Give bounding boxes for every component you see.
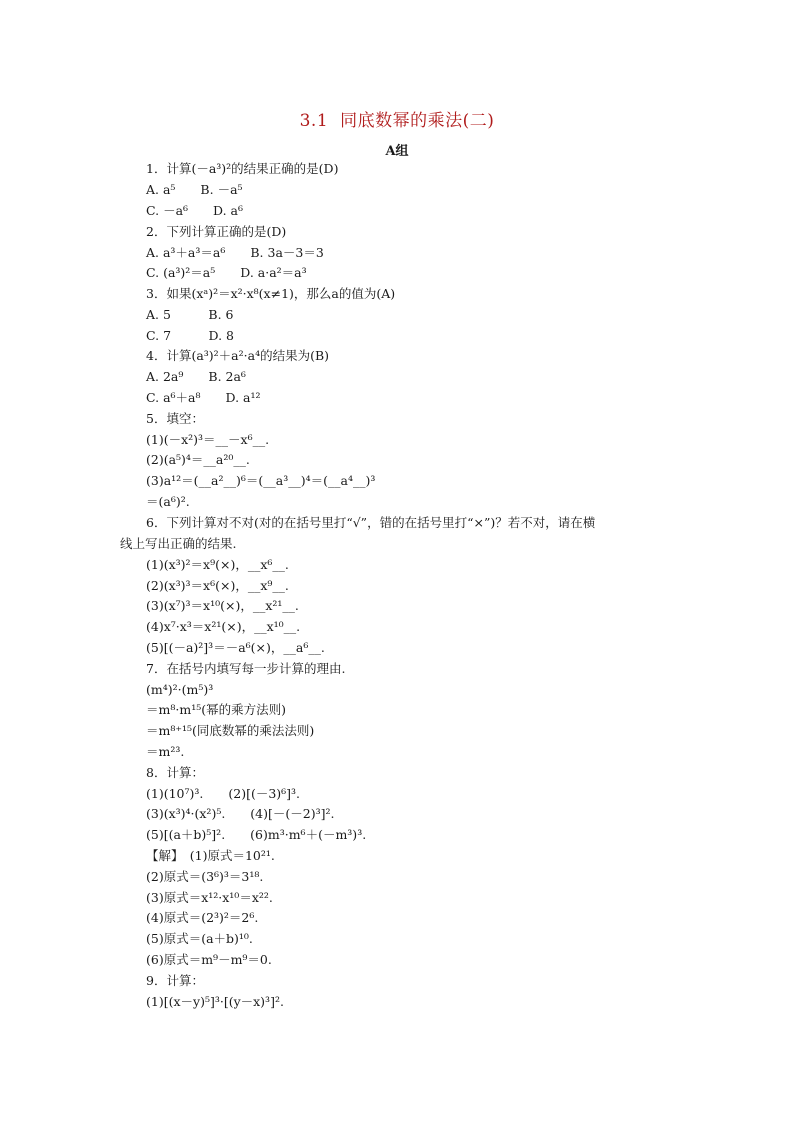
solution-line: (3)原式＝x¹²·x¹⁰＝x²².	[146, 890, 273, 905]
question-line: 9．计算：	[146, 973, 204, 988]
answer-line: (4)x⁷·x³＝x²¹(×)，__x¹⁰__.	[146, 619, 301, 634]
answer-line: (1)(10⁷)³. (2)[(－3)⁶]³.	[146, 786, 301, 801]
group-label: A组	[385, 144, 409, 159]
solution-line: 【解】 (1)原式＝10²¹.	[146, 848, 275, 863]
option-line: C. (a³)²＝a⁵ D. a·a²＝a³	[146, 265, 307, 280]
answer-line: (1)(x³)²＝x⁹(×)，__x⁶__.	[146, 557, 289, 572]
question-line: 线上写出正确的结果.	[120, 536, 237, 551]
answer-line: (2)(x³)³＝x⁶(×)，__x⁹__.	[146, 578, 289, 593]
answer-line: (5)[(－a)²]³＝－a⁶(×)，__a⁶__.	[146, 640, 325, 655]
answer-line: (m⁴)²·(m⁵)³	[146, 682, 214, 697]
question-line: 4．计算(a³)²＋a²·a⁴的结果为(B)	[146, 348, 330, 363]
answer-line: (1)(－x²)³＝__－x⁶__.	[146, 432, 270, 447]
question-line: 5．填空：	[146, 411, 204, 426]
option-line: A. 5 B. 6	[146, 307, 234, 322]
answer-line: (2)(a⁵)⁴＝__a²⁰__.	[146, 452, 250, 467]
option-line: C. －a⁶ D. a⁶	[146, 203, 244, 218]
section-number: 3.1	[299, 111, 329, 131]
solution-line: (2)原式＝(3⁶)³＝3¹⁸.	[146, 869, 264, 884]
option-line: C. a⁶＋a⁸ D. a¹²	[146, 390, 261, 405]
page-title	[0, 106, 794, 131]
question-line: 2．下列计算正确的是(D)	[146, 224, 287, 239]
answer-line: (3)a¹²＝(__a²__)⁶＝(__a³__)⁴＝(__a⁴__)³	[146, 473, 376, 488]
question-line: 6．下列计算对不对(对的在括号里打“√”，错的在括号里打“×”)？若不对，请在横	[146, 515, 596, 530]
option-line: C. 7 D. 8	[146, 328, 234, 343]
question-line: 1．计算(－a³)²的结果正确的是(D)	[146, 161, 339, 176]
question-line: 8．计算：	[146, 765, 204, 780]
answer-line: (3)(x⁷)³＝x¹⁰(×)，__x²¹__.	[146, 598, 299, 613]
section-title: 同底数幂的乘法(二)	[340, 111, 495, 131]
answer-line: ＝m²³.	[146, 744, 185, 759]
question-line: 7．在括号内填写每一步计算的理由.	[146, 661, 346, 676]
answer-line: (1)[(x－y)⁵]³·[(y－x)³]².	[146, 994, 284, 1009]
solution-line: (5)原式＝(a＋b)¹⁰.	[146, 931, 253, 946]
answer-line: ＝m⁸⁺¹⁵(同底数幂的乘法法则)	[146, 723, 315, 738]
solution-line: (4)原式＝(2³)²＝2⁶.	[146, 910, 259, 925]
option-line: A. a⁵ B. －a⁵	[146, 182, 243, 197]
answer-line: ＝m⁸·m¹⁵(幂的乘方法则)	[146, 702, 286, 717]
option-line: A. 2a⁹ B. 2a⁶	[146, 369, 246, 384]
option-line: A. a³＋a³＝a⁶ B. 3a－3＝3	[146, 245, 324, 260]
question-line: 3．如果(xᵃ)²＝x²·x⁸(x≠1)，那么a的值为(A)	[146, 286, 396, 301]
solution-line: (6)原式＝m⁹－m⁹＝0.	[146, 952, 272, 967]
answer-line: (5)[(a＋b)⁵]². (6)m³·m⁶＋(－m³)³.	[146, 827, 367, 842]
answer-line: (3)(x³)⁴·(x²)⁵. (4)[－(－2)³]².	[146, 806, 335, 821]
answer-line: ＝(a⁶)².	[146, 494, 190, 509]
